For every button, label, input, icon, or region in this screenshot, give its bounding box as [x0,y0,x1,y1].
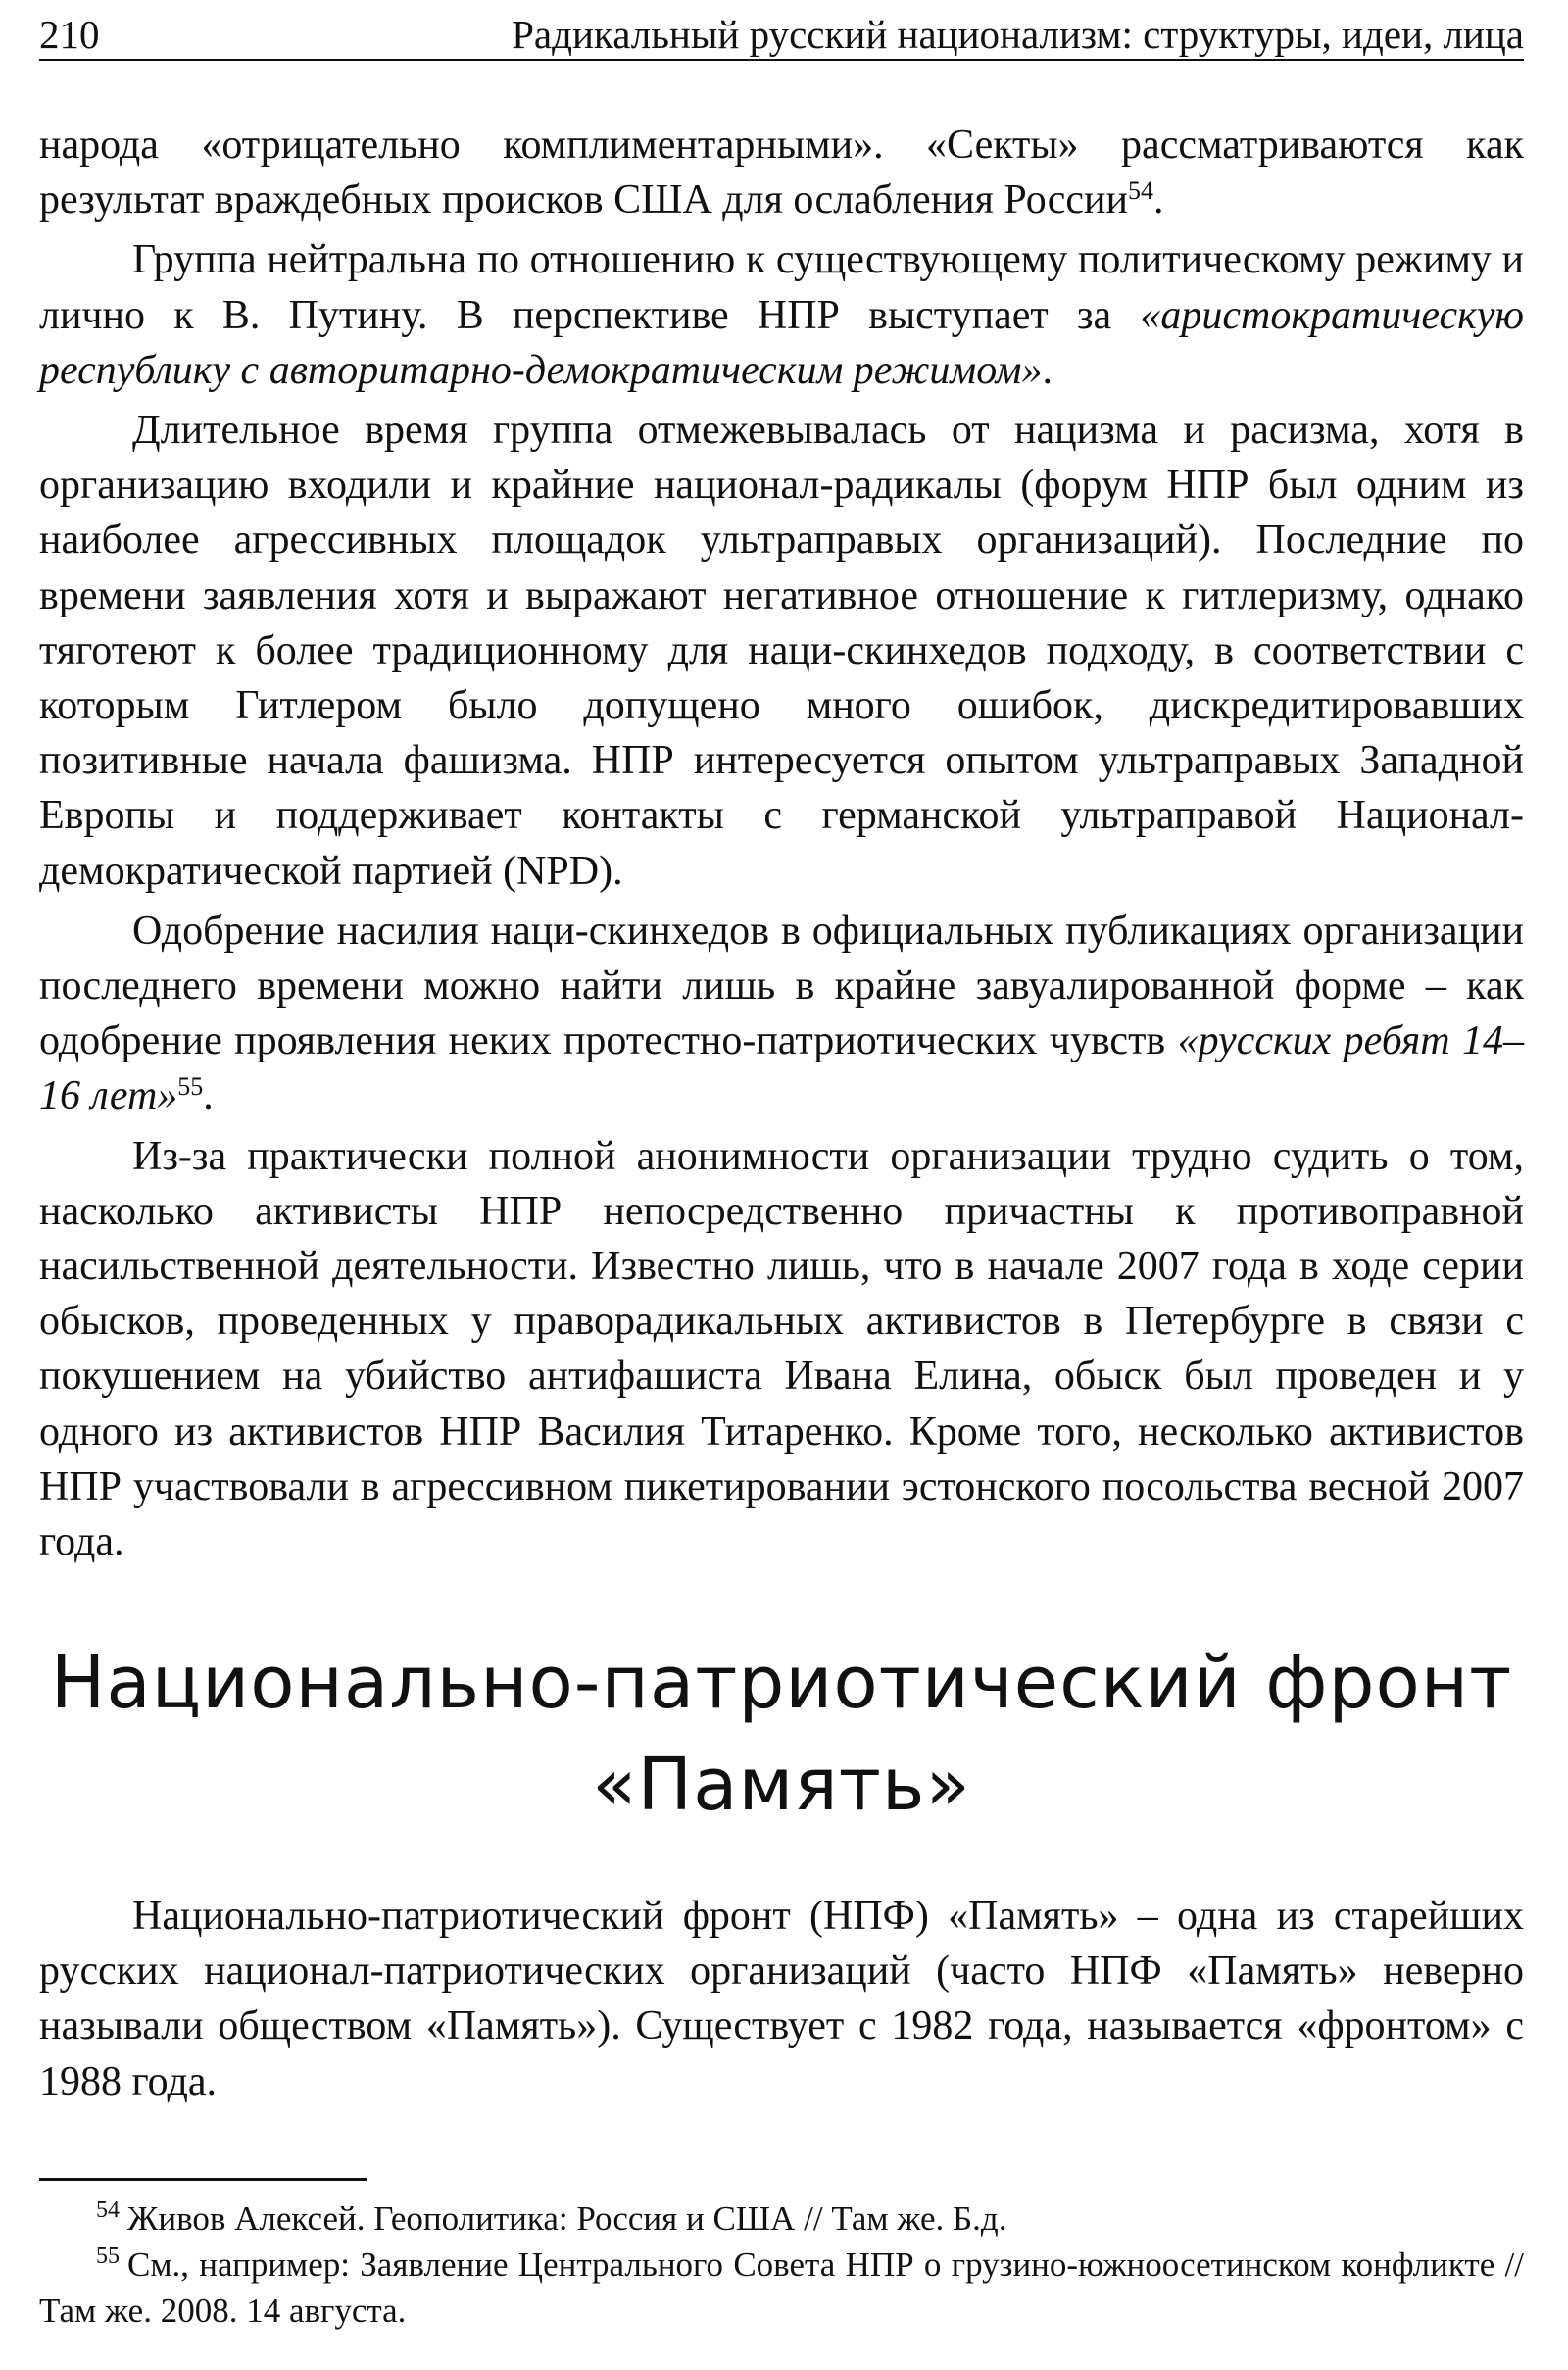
body-text [39,118,1524,1569]
running-header-title: Радикальный русский национализм: структуры, идеи, лица [512,12,1524,57]
footnote-number: 55 [96,2244,120,2269]
footnotes [39,2196,1524,2334]
paragraph-1: народа «отрицательно комплиментарными». «Секты» рассматриваются как результат враждебных происков США для ослабления России$^{54}$. [39,123,1524,223]
footnote-ref-55[interactable]: 55 [177,1072,204,1102]
paragraph-4: Одобрение насилия наци-скинхедов в официальных публикациях организации последнего времени можно найти лишь в крайне завуалированной форме – как одобрение проявления неких протестно-патриотических чувств «русских ребят 14–16 лет»$^{55}$. [39,908,1524,1119]
paragraph-3: Длительное время группа отмежевывалась от нацизма и расизма, хотя в организацию входили и крайние национал-радикалы (форум НПР был одним из наиболее агрессивных площадок ультраправых организаций). Последние по времени заявления хотя и выражают негативное отношение к гитлеризму, однако тяготеют к более традиционному для наци-скинхедов подходу, в соответствии с которым Гитлером было допущено много ошибок, дискредитировавших позитивные начала фашизма. НПР интересуется опытом ультраправых Западной Европы и поддерживает контакты с германской ультраправой Национал-демократической партией (NPD). [39,408,1524,894]
paragraph-5: Из-за практически полной анонимности организации трудно судить о том, насколько активисты НПР непосредственно причастны к противоправной насильственной деятельности. Известно лишь, что в начале 2007 года в ходе серии обысков, проведенных у праворадикальных активистов в Петербурге в связи с покушением на убийство антифашиста Ивана Елина, обыск был проведен и у одного из активистов НПР Василия Титаренко. Кроме того, несколько активистов НПР участвовали в агрессивном пикетировании эстонского посольства весной 2007 года. [39,1133,1524,1565]
section-heading [39,1632,1524,1836]
section-body [39,1889,1524,2109]
section-paragraph: Национально-патриотический фронт (НПФ) «Память» – одна из старейших русских национал-патриотических организаций (часто НПФ «Память» неверно называли обществом «Память»). Существует с 1982 года, называется «фронтом» с 1988 года. [39,1894,1524,2104]
footnote-text: См., например: Заявление Центрального Совета НПР о грузино-южноосетинском конфликте // Там же. 2008. 14 августа. [39,2246,1524,2330]
footnote-text: Живов Алексей. Геополитика: Россия и США // Там же. Б.д. [127,2199,1007,2238]
footnote-ref-54[interactable]: 54 [1128,176,1154,206]
section-heading-line-2: «Память» [592,1743,971,1827]
footnote-54 [39,2196,1524,2242]
paragraph-2: Группа нейтральна по отношению к существующему политическому режиму и лично к В. Путину. В перспективе НПР выступает за «аристократическую республику с авторитарно-демократическим режимом». [39,237,1524,393]
page-number: 210 [39,12,100,57]
running-header [39,10,1524,61]
italic-quote: «русских ребят 14–16 лет» [39,1018,1524,1119]
section-heading-line-1: Национально-патриотический фронт [50,1641,1513,1725]
footnote-number: 54 [96,2197,120,2223]
footnote-55 [39,2242,1524,2334]
italic-quote: «аристократическую республику с авторитарно-демократическим режимом» [39,292,1524,393]
footnote-divider [39,2178,368,2181]
